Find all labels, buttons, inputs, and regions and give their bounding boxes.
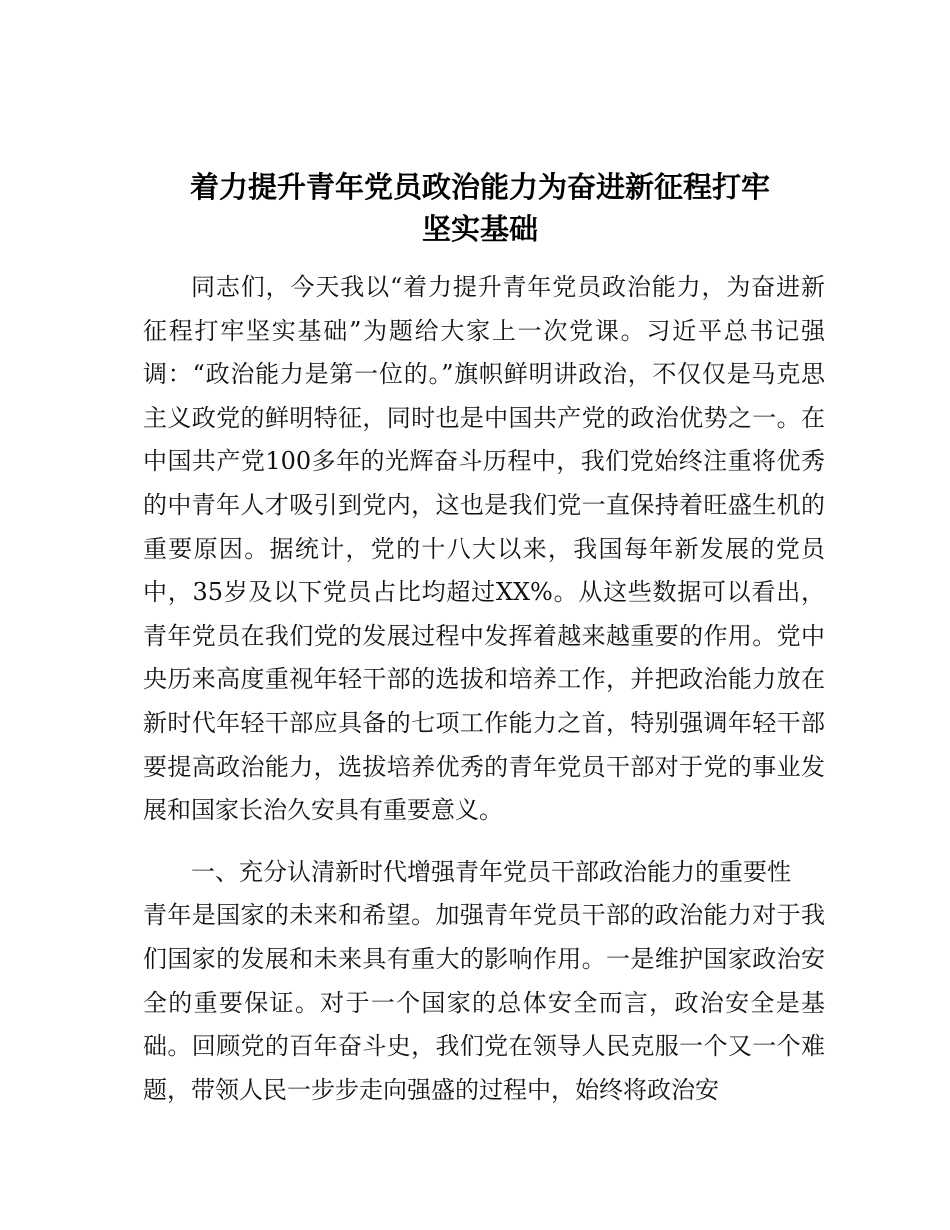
section-1-paragraph: 青年是国家的未来和希望。加强青年党员干部的政治能力对于我们国家的发展和未来具有重大的影响作用。一是维护国家政治安全的重要保证。对于一个国家的总体安全而言，政治安全是基础。回顾党的百年奋斗史，我们党在领导人民克服一个又一个难题，带领人民一步步走向强盛的过程中，始终将政治安 xyxy=(143,901,825,1104)
document-body xyxy=(143,266,825,1112)
title-line-1: 着力提升青年党员政治能力为奋进新征程打牢 xyxy=(189,170,770,204)
section-heading-1: 一、充分认清新时代增强青年党员干部政治能力的重要性 xyxy=(191,857,791,886)
title-line-2: 坚实基础 xyxy=(421,212,538,246)
document-title xyxy=(140,166,820,250)
intro-paragraph: 同志们，今天我以“着力提升青年党员政治能力，为奋进新征程打牢坚实基础”为题给大家上一次党课。习近平总书记强调：“政治能力是第一位的。”旗帜鲜明讲政治，不仅仅是马克思主义政党的鲜明特征，同时也是中国共产党的政治优势之一。在中国共产党100多年的光辉奋斗历程中，我们党始终注重将优秀的中青年人才吸引到党内，这也是我们党一直保持着旺盛生机的重要原因。据统计，党的十八大以来，我国每年新发展的党员中，35岁及以下党员占比均超过XX%。从这些数据可以看出，青年党员在我们党的发展过程中发挥着越来越重要的作用。党中央历来高度重视年轻干部的选拔和培养工作，并把政治能力放在新时代年轻干部应具备的七项工作能力之首，特别强调年轻干部要提高政治能力，选拔培养优秀的青年党员干部对于党的事业发展和国家长治久安具有重要意义。 xyxy=(143,273,825,825)
